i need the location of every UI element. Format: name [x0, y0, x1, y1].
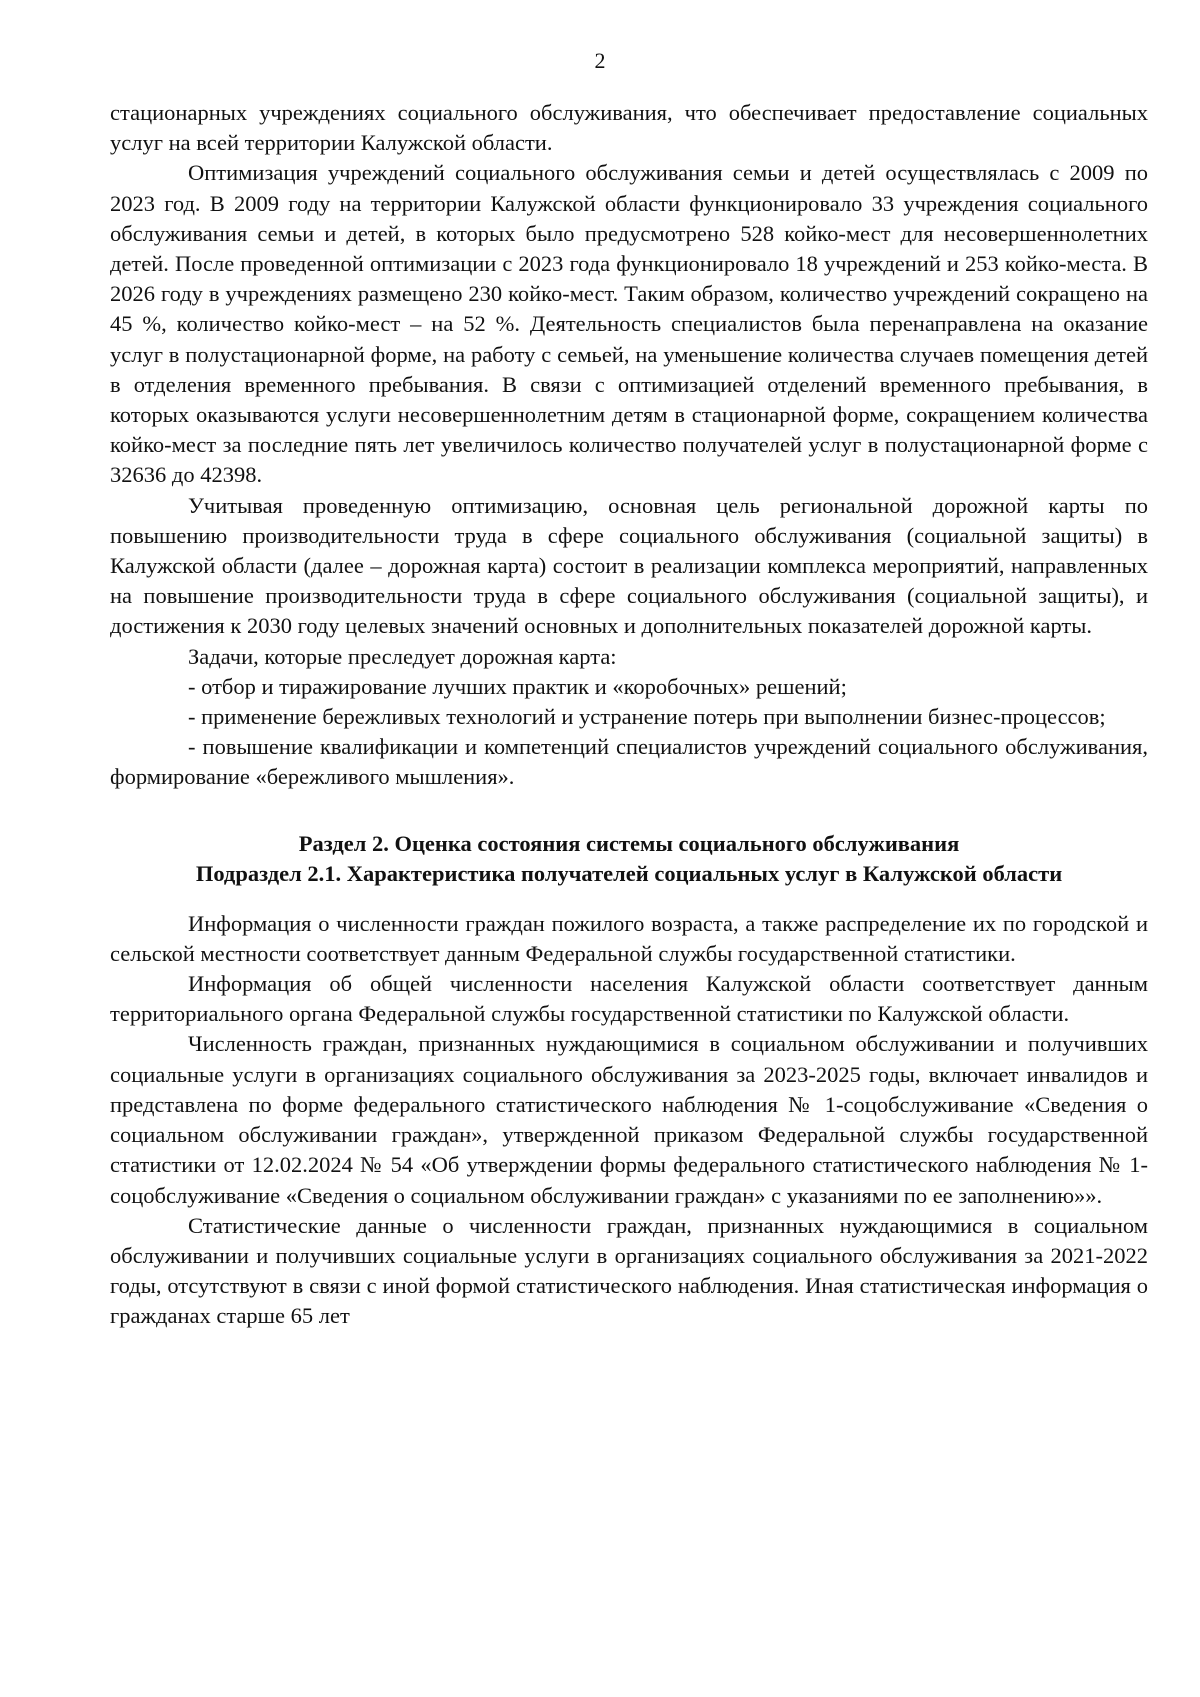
paragraph: Оптимизация учреждений социального обслуживания семьи и детей осуществлялась с 2009 по 2023 год. В 2009 году на территории Калужской области функционировало 33 учреждения социального обслуживания семьи и детей, в которых было предусмотрено 528 койко-мест для несовершеннолетних детей. После проведенной оптимизации с 2023 года функционировало 18 учреждений и 253 койко-места. В 2026 году в учреждениях размещено 230 койко-мест. Таким образом, количество учреждений сокращено на 45 %, количество койко-мест – на 52 %. Деятельность специалистов была перенаправлена на оказание услуг в полустационарной форме, на работу с семьей, на уменьшение количества случаев помещения детей в отделения временного пребывания. В связи с оптимизацией отделений временного пребывания, в которых оказываются услуги несовершеннолетним детям в стационарной форме, сокращением количества койко-мест за последние пять лет увеличилось количество получателей услуг в полустационарной форме с 32636 до 42398.: [110, 160, 1148, 488]
list-item: - применение бережливых технологий и устранение потерь при выполнении бизнес-процессов;: [188, 704, 1106, 730]
paragraph: Численность граждан, признанных нуждающимися в социальном обслуживании и получивших социальные услуги в организациях социального обслуживания за 2023-2025 годы, включает инвалидов и представлена по форме федерального статистического наблюдения № 1-соцобслуживание «Сведения о социальном обслуживании граждан», утвержденной приказом Федеральной службы государственной статистики от 12.02.2024 № 54 «Об утверждении формы федерального статистического наблюдения № 1-соцобслуживание «Сведения о социальном обслуживании граждан» с указаниями по ее заполнению»».: [110, 1031, 1148, 1208]
paragraph: Задачи, которые преследует дорожная карта:: [188, 643, 617, 669]
subsection-heading: Подраздел 2.1. Характеристика получателей социальных услуг в Калужской области: [195, 860, 1063, 886]
paragraph: Информация о численности граждан пожилого возраста, а также распределение их по городской и сельской местности соответствует данным Федеральной службы государственной статистики.: [110, 910, 1148, 966]
page-number: 2: [594, 48, 606, 73]
list-item: - отбор и тиражирование лучших практик и «коробочных» решений;: [188, 673, 847, 699]
document-body: [110, 98, 1148, 1332]
spacer: [110, 793, 1148, 815]
list-item: - повышение квалификации и компетенций специалистов учреждений социального обслуживания, формирование «бережливого мышления».: [110, 734, 1148, 790]
spacer: [110, 889, 1148, 909]
section-heading: Раздел 2. Оценка состояния системы социального обслуживания: [298, 830, 960, 856]
paragraph: стационарных учреждениях социального обслуживания, что обеспечивает предоставление социальных услуг на всей территории Калужской области.: [110, 100, 1148, 156]
paragraph: Информация об общей численности населения Калужской области соответствует данным территориального органа Федеральной службы государственной статистики по Калужской области.: [110, 971, 1148, 1027]
paragraph: Учитывая проведенную оптимизацию, основная цель региональной дорожной карты по повышению производительности труда в сфере социального обслуживания (социальной защиты) в Калужской области (далее – дорожная карта) состоит в реализации комплекса мероприятий, направленных на повышение производительности труда в сфере социального обслуживания (социальной защиты), и достижения к 2030 году целевых значений основных и дополнительных показателей дорожной карты.: [110, 492, 1148, 639]
paragraph: Статистические данные о численности граждан, признанных нуждающимися в социальном обслуживании и получивших социальные услуги в организациях социального обслуживания за 2021-2022 годы, отсутствуют в связи с иной формой статистического наблюдения. Иная статистическая информация о гражданах старше 65 лет: [110, 1212, 1148, 1329]
